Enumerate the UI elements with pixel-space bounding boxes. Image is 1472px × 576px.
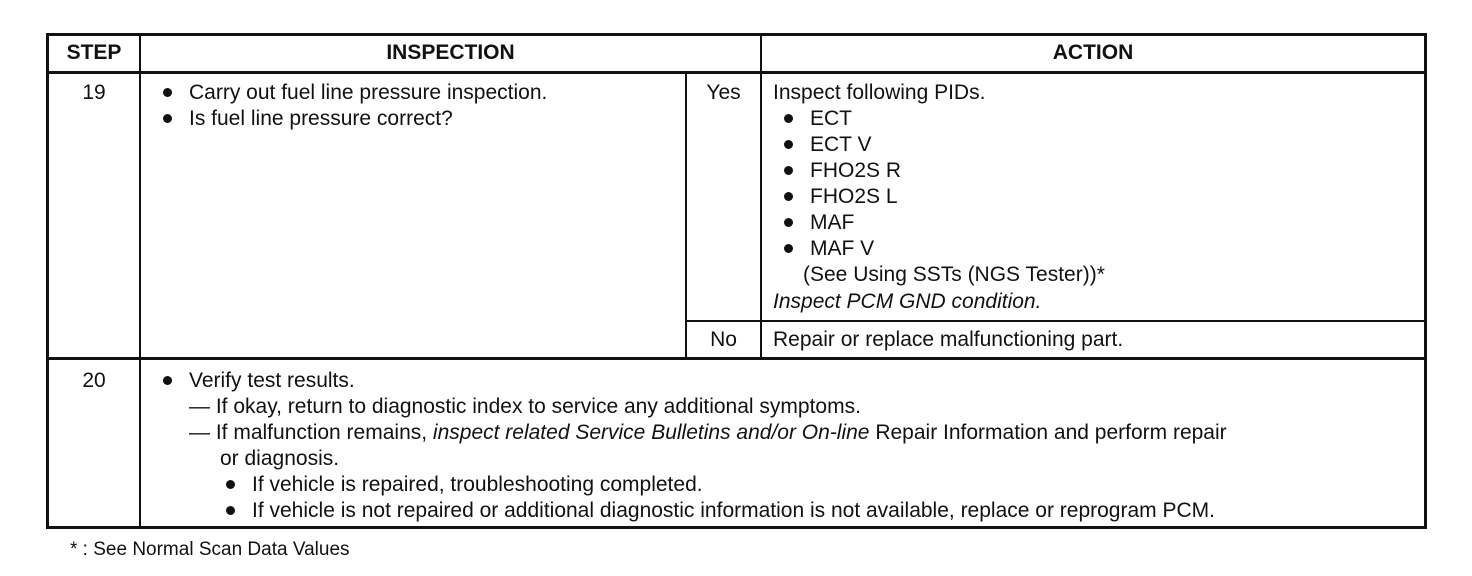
pid-item: FHO2S L — [810, 185, 898, 208]
step-19: 19 — [82, 81, 106, 104]
sub-bullet-item: If vehicle is not repaired or additional diagnostic information is not available, replace or reprogram PCM. — [252, 499, 1215, 522]
dash2-italic: inspect related Service Bulletins and/or On-line — [432, 421, 870, 444]
bullet-icon — [784, 166, 793, 175]
inspection-item: Is fuel line pressure correct? — [189, 107, 453, 130]
reference-note: (See Using SSTs (NGS Tester))* — [803, 263, 1105, 286]
header-inspection: INSPECTION — [386, 41, 515, 64]
pid-item: ECT V — [810, 133, 872, 156]
footnote: * : See Normal Scan Data Values — [70, 539, 350, 560]
bullet-icon — [784, 140, 793, 149]
bullet-icon — [226, 506, 235, 515]
bullet-icon — [784, 218, 793, 227]
pid-item: FHO2S R — [810, 159, 902, 182]
border-left — [46, 33, 49, 529]
bullet-icon — [163, 114, 172, 123]
border-yes-no — [685, 320, 1427, 322]
pid-item: MAF V — [810, 237, 875, 260]
sub-bullet-item: If vehicle is repaired, troubleshooting completed. — [252, 473, 703, 496]
header-action: ACTION — [1052, 41, 1134, 64]
dash-item-malfunction-cont: or diagnosis. — [220, 447, 340, 470]
bullet-icon — [784, 114, 793, 123]
step-20: 20 — [82, 369, 106, 392]
header-step: STEP — [66, 41, 122, 64]
border-step-col — [139, 33, 141, 529]
yes-action-final: Inspect PCM GND condition. — [773, 290, 1042, 313]
dash2-prefix: — If malfunction remains, — [189, 421, 433, 444]
dash-item-malfunction — [189, 420, 1227, 446]
pid-item: ECT — [810, 107, 852, 130]
border-top — [46, 33, 1427, 36]
border-bottom — [46, 526, 1427, 529]
bullet-icon — [163, 376, 172, 385]
verify-bullet: Verify test results. — [189, 369, 355, 392]
inspection-item: Carry out fuel line pressure inspection. — [189, 81, 548, 104]
border-right — [1424, 33, 1427, 529]
border-action-col — [760, 33, 762, 359]
bullet-icon — [163, 88, 172, 97]
pid-item: MAF — [810, 211, 855, 234]
yes-label: Yes — [706, 81, 741, 104]
bullet-icon — [784, 244, 793, 253]
yes-action-intro: Inspect following PIDs. — [773, 81, 986, 104]
border-yesno-col — [685, 73, 687, 359]
dash2-suffix: Repair Information and perform repair — [869, 421, 1227, 444]
border-row19-bottom — [46, 357, 1427, 360]
border-header-bottom — [46, 71, 1427, 74]
no-action: Repair or replace malfunctioning part. — [773, 328, 1124, 351]
dash-item-okay: — If okay, return to diagnostic index to service any additional symptoms. — [189, 395, 861, 418]
bullet-icon — [784, 192, 793, 201]
bullet-icon — [226, 480, 235, 489]
no-label: No — [710, 328, 737, 351]
